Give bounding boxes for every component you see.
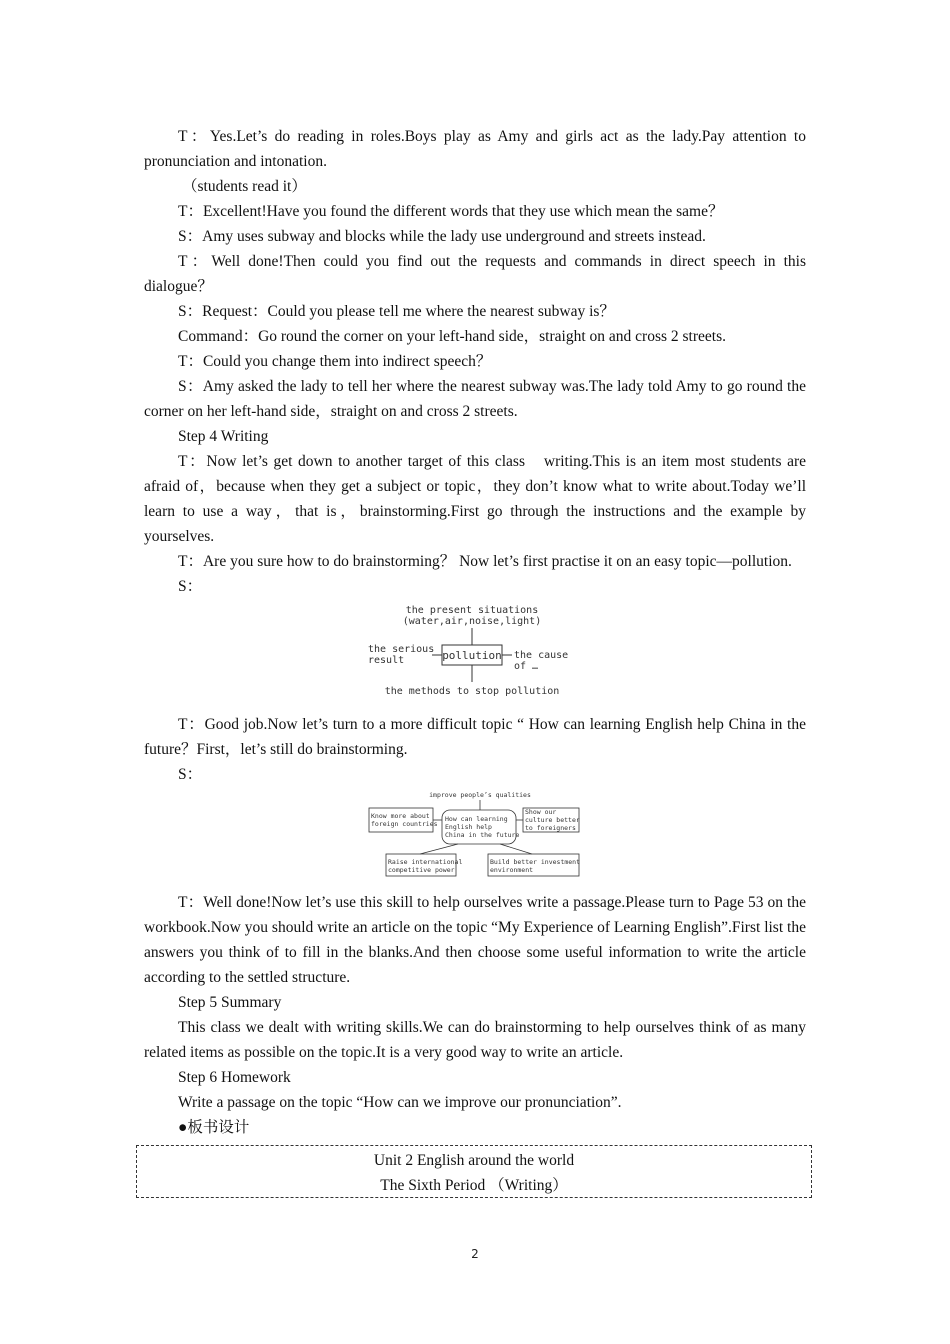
paragraph: T：Well done!Now let’s use this skill to help ourselves write a passage.Please turn to Page 53 on the workbook.Now you should write an article on the topic “My Experience of Learning English”.First list the answers you think of to fill in the blanks.And then choose some useful information to write the article according to the settled structure.	[144, 894, 806, 986]
mind-map-label: to foreigners	[525, 824, 576, 832]
mind-map-label: Know more about	[371, 812, 430, 820]
mind-map-center: China in the future	[445, 831, 520, 839]
board-design-heading: ●板书设计	[178, 1119, 250, 1136]
mind-map-label: the methods to stop pollution	[384, 686, 560, 697]
step-heading: Step 6 Homework	[178, 1069, 291, 1086]
mind-map-label: Raise international	[388, 858, 463, 866]
page-number: 2	[471, 1247, 479, 1261]
paragraph: T：Now let’s get down to another target of this class writing.This is an item most students are afraid of，because when they get a subject or topic，they don’t know what to write about.Today we’ll learn to use a way，that is，brainstorming.First go through the instructions and the example by yourselves.	[144, 453, 806, 545]
paragraph: Command：Go round the corner on your left-hand side，straight on and cross 2 streets.	[178, 328, 726, 345]
mind-map-center: pollution	[442, 649, 502, 662]
mind-map-label: competitive power	[388, 866, 455, 874]
paragraph: S：	[178, 766, 203, 783]
paragraph: T：Good job.Now let’s turn to a more difficult topic “ How can learning English help China in the future？First，let’s still do brainstorming.	[144, 716, 806, 758]
mind-map-label: the cause	[514, 650, 569, 661]
mind-map-label: (water,air,noise,light)	[402, 616, 542, 627]
paragraph: S：	[178, 578, 203, 595]
mind-map-label: environment	[490, 866, 534, 874]
mind-map-label: result	[368, 655, 405, 666]
board-line: The Sixth Period （Writing）	[380, 1177, 568, 1194]
mind-map-center: How can learning	[445, 815, 508, 823]
blackboard-design-box	[136, 1145, 812, 1198]
paragraph: （students read it）	[182, 178, 307, 195]
mind-map-label: foreign countries	[371, 820, 438, 828]
document-body	[144, 124, 806, 1140]
paragraph: S：Amy asked the lady to tell her where the nearest subway was.The lady told Amy to go round the corner on her left-hand side，straight on and cross 2 streets.	[144, 378, 806, 420]
paragraph: T：Excellent!Have you found the different words that they use which mean the same？	[178, 203, 724, 220]
paragraph: Write a passage on the topic “How can we improve our pronunciation”.	[178, 1094, 622, 1111]
paragraph: T：Well done!Then could you find out the requests and commands in direct speech in this dialogue？	[144, 253, 806, 295]
mind-map-center: English help	[445, 823, 492, 831]
step-heading: Step 5 Summary	[178, 994, 282, 1011]
mind-map-label: Show our	[525, 808, 557, 816]
mind-map-label: improve people’s qualities	[429, 791, 531, 799]
paragraph: S：Request：Could you please tell me where the nearest subway is？	[178, 303, 615, 320]
paragraph: T：Yes.Let’s do reading in roles.Boys play as Amy and girls act as the lady.Pay attention to pronunciation and intonation.	[144, 128, 806, 170]
pollution-mind-map	[360, 602, 590, 708]
connector-line	[420, 844, 458, 854]
paragraph: T：Are you sure how to do brainstorming？ Now let’s first practise it on an easy topic—pollution.	[178, 553, 792, 570]
mind-map-label: Build better investment	[490, 858, 581, 866]
connector-line	[500, 844, 532, 854]
mind-map-label: of …	[514, 661, 539, 672]
paragraph: T：Could you change them into indirect speech？	[178, 353, 492, 370]
mind-map-label: culture better	[525, 816, 580, 824]
learning-english-mind-map	[368, 790, 582, 886]
paragraph: This class we dealt with writing skills.We can do brainstorming to help ourselves think of as many related items as possible on the topic.It is a very good way to write an article.	[144, 1019, 806, 1061]
board-line: Unit 2 English around the world	[373, 1152, 575, 1169]
mind-map-label: the serious	[368, 644, 435, 655]
step-heading: Step 4 Writing	[178, 428, 269, 445]
paragraph: S：Amy uses subway and blocks while the lady use underground and streets instead.	[178, 228, 706, 245]
mind-map-label: the present situations	[405, 605, 539, 616]
